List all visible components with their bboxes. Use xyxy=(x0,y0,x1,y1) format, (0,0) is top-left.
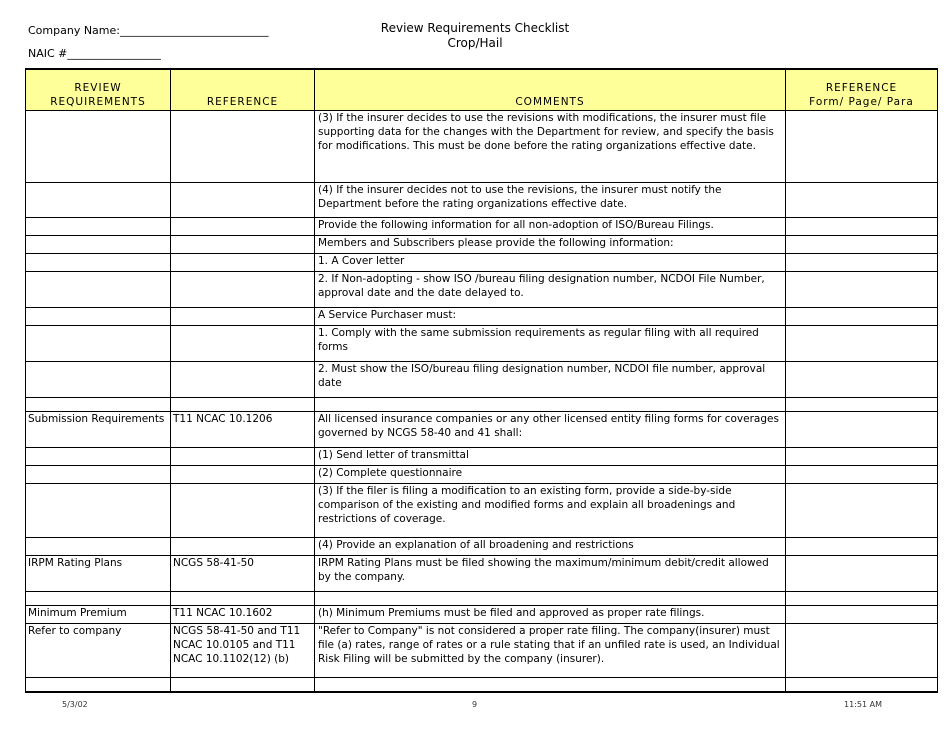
form-page-para-cell xyxy=(786,111,938,183)
reference-cell xyxy=(171,466,315,484)
comment-cell: Members and Subscribers please provide the following information: xyxy=(315,236,786,254)
form-page-para-cell xyxy=(786,183,938,218)
comment-cell: 1. A Cover letter xyxy=(315,254,786,272)
table-row xyxy=(26,592,938,606)
review-requirement-cell: IRPM Rating Plans xyxy=(26,556,171,592)
reference-cell: T11 NCAC 10.1206 xyxy=(171,412,315,448)
page-title xyxy=(325,21,625,51)
table-row xyxy=(26,606,938,624)
table-row xyxy=(26,412,938,448)
review-header-line-1: REVIEW xyxy=(74,82,122,94)
form-page-para-cell xyxy=(786,484,938,538)
form-page-para-cell xyxy=(786,538,938,556)
reference-cell xyxy=(171,308,315,326)
table-row xyxy=(26,111,938,183)
comment-cell: (1) Send letter of transmittal xyxy=(315,448,786,466)
reference-cell xyxy=(171,592,315,606)
review-requirement-cell xyxy=(26,254,171,272)
comment-cell: (3) If the filer is filing a modification to an existing form, provide a side-by-side comparison of the existing and modified forms and explain all broadenings and restrictions of coverage. xyxy=(315,484,786,538)
review-requirement-cell xyxy=(26,218,171,236)
reference-cell xyxy=(171,236,315,254)
review-requirement-cell: Minimum Premium xyxy=(26,606,171,624)
comments-header: COMMENTS xyxy=(315,69,786,111)
reference-header: REFERENCE xyxy=(171,69,315,111)
table-row xyxy=(26,362,938,398)
table-row xyxy=(26,448,938,466)
checklist-table xyxy=(25,68,938,693)
ref-header-line-1: REFERENCE xyxy=(825,82,898,94)
title-line-1: Review Requirements Checklist xyxy=(380,21,570,35)
comment-cell: (4) Provide an explanation of all broadening and restrictions xyxy=(315,538,786,556)
table-row xyxy=(26,556,938,592)
review-requirements-header xyxy=(26,69,171,111)
comment-cell: (2) Complete questionnaire xyxy=(315,466,786,484)
form-page-para-cell xyxy=(786,466,938,484)
review-requirement-cell xyxy=(26,362,171,398)
ref-header-line-2: Form/ Page/ Para xyxy=(809,96,914,108)
reference-cell xyxy=(171,254,315,272)
comment-cell: (4) If the insurer decides not to use the revisions, the insurer must notify the Department before the rating organizations effective date. xyxy=(315,183,786,218)
table-header-row xyxy=(26,69,938,111)
table-row xyxy=(26,236,938,254)
reference-cell xyxy=(171,272,315,308)
review-requirement-cell xyxy=(26,538,171,556)
table-row xyxy=(26,218,938,236)
form-page-para-cell xyxy=(786,218,938,236)
form-page-para-cell xyxy=(786,556,938,592)
reference-cell xyxy=(171,218,315,236)
form-page-para-cell xyxy=(786,272,938,308)
form-page-para-cell xyxy=(786,412,938,448)
comment-cell: 1. Comply with the same submission requirements as regular filing with all required forms xyxy=(315,326,786,362)
footer-date: 5/3/02 xyxy=(62,700,88,709)
title-line-2: Crop/Hail xyxy=(447,36,503,50)
form-page-para-cell xyxy=(786,254,938,272)
comment-cell xyxy=(315,678,786,692)
reference-cell xyxy=(171,326,315,362)
form-page-para-cell xyxy=(786,678,938,692)
form-page-para-cell xyxy=(786,592,938,606)
form-page-para-cell xyxy=(786,606,938,624)
comment-cell: Provide the following information for all non-adoption of ISO/Bureau Filings. xyxy=(315,218,786,236)
review-requirement-cell xyxy=(26,236,171,254)
table-row xyxy=(26,466,938,484)
review-requirement-cell xyxy=(26,308,171,326)
comment-cell: A Service Purchaser must: xyxy=(315,308,786,326)
review-requirement-cell xyxy=(26,326,171,362)
company-name-field: Company Name:___________________________ xyxy=(28,24,269,37)
comment-cell xyxy=(315,398,786,412)
review-requirement-cell xyxy=(26,111,171,183)
reference-cell xyxy=(171,183,315,218)
form-page-para-cell xyxy=(786,308,938,326)
reference-cell: NCGS 58-41-50 and T11 NCAC 10.0105 and T11 NCAC 10.1102(12) (b) xyxy=(171,624,315,678)
reference-cell xyxy=(171,538,315,556)
table-body xyxy=(26,111,938,692)
table-row xyxy=(26,398,938,412)
form-page-para-cell xyxy=(786,448,938,466)
footer-time: 11:51 AM xyxy=(844,700,882,709)
table-row xyxy=(26,624,938,678)
comment-cell: (3) If the insurer decides to use the revisions with modifications, the insurer must file supporting data for the changes with the Department for review, and specify the basis for modifications. This must be done before the rating organizations effective date. xyxy=(315,111,786,183)
reference-cell xyxy=(171,398,315,412)
table-row xyxy=(26,678,938,692)
reference-cell: NCGS 58-41-50 xyxy=(171,556,315,592)
table-row xyxy=(26,326,938,362)
table-row xyxy=(26,183,938,218)
form-page-para-cell xyxy=(786,236,938,254)
footer-page-number: 9 xyxy=(472,700,478,709)
form-page-para-header xyxy=(786,69,938,111)
table-row xyxy=(26,254,938,272)
review-header-line-2: REQUIREMENTS xyxy=(50,96,146,108)
review-requirement-cell xyxy=(26,183,171,218)
review-requirement-cell: Refer to company xyxy=(26,624,171,678)
table-row xyxy=(26,308,938,326)
comment-cell: IRPM Rating Plans must be filed showing the maximum/minimum debit/credit allowed by the company. xyxy=(315,556,786,592)
comment-cell: (h) Minimum Premiums must be filed and approved as proper rate filings. xyxy=(315,606,786,624)
comment-cell: "Refer to Company" is not considered a proper rate filing. The company(insurer) must file (a) rates, range of rates or a rule stating that if an unfiled rate is used, an Individual Risk Filing will be submitted by the company (insurer). xyxy=(315,624,786,678)
form-page-para-cell xyxy=(786,624,938,678)
review-requirement-cell: Submission Requirements xyxy=(26,412,171,448)
reference-cell xyxy=(171,448,315,466)
reference-cell xyxy=(171,111,315,183)
reference-cell xyxy=(171,362,315,398)
table-row xyxy=(26,484,938,538)
comment-cell: All licensed insurance companies or any other licensed entity filing forms for coverages governed by NCGS 58-40 and 41 shall: xyxy=(315,412,786,448)
review-requirement-cell xyxy=(26,592,171,606)
review-requirement-cell xyxy=(26,272,171,308)
table-row xyxy=(26,538,938,556)
review-requirement-cell xyxy=(26,448,171,466)
comment-cell xyxy=(315,592,786,606)
comment-cell: 2. Must show the ISO/bureau filing designation number, NCDOI file number, approval date xyxy=(315,362,786,398)
table-row xyxy=(26,272,938,308)
reference-cell xyxy=(171,678,315,692)
form-page-para-cell xyxy=(786,326,938,362)
reference-cell xyxy=(171,484,315,538)
form-page-para-cell xyxy=(786,362,938,398)
review-requirement-cell xyxy=(26,398,171,412)
comment-cell: 2. If Non-adopting - show ISO /bureau filing designation number, NCDOI File Number, approval date and the date delayed to. xyxy=(315,272,786,308)
review-requirement-cell xyxy=(26,678,171,692)
naic-number-field: NAIC #_________________ xyxy=(28,47,161,60)
review-requirement-cell xyxy=(26,484,171,538)
form-page-para-cell xyxy=(786,398,938,412)
reference-cell: T11 NCAC 10.1602 xyxy=(171,606,315,624)
review-requirement-cell xyxy=(26,466,171,484)
